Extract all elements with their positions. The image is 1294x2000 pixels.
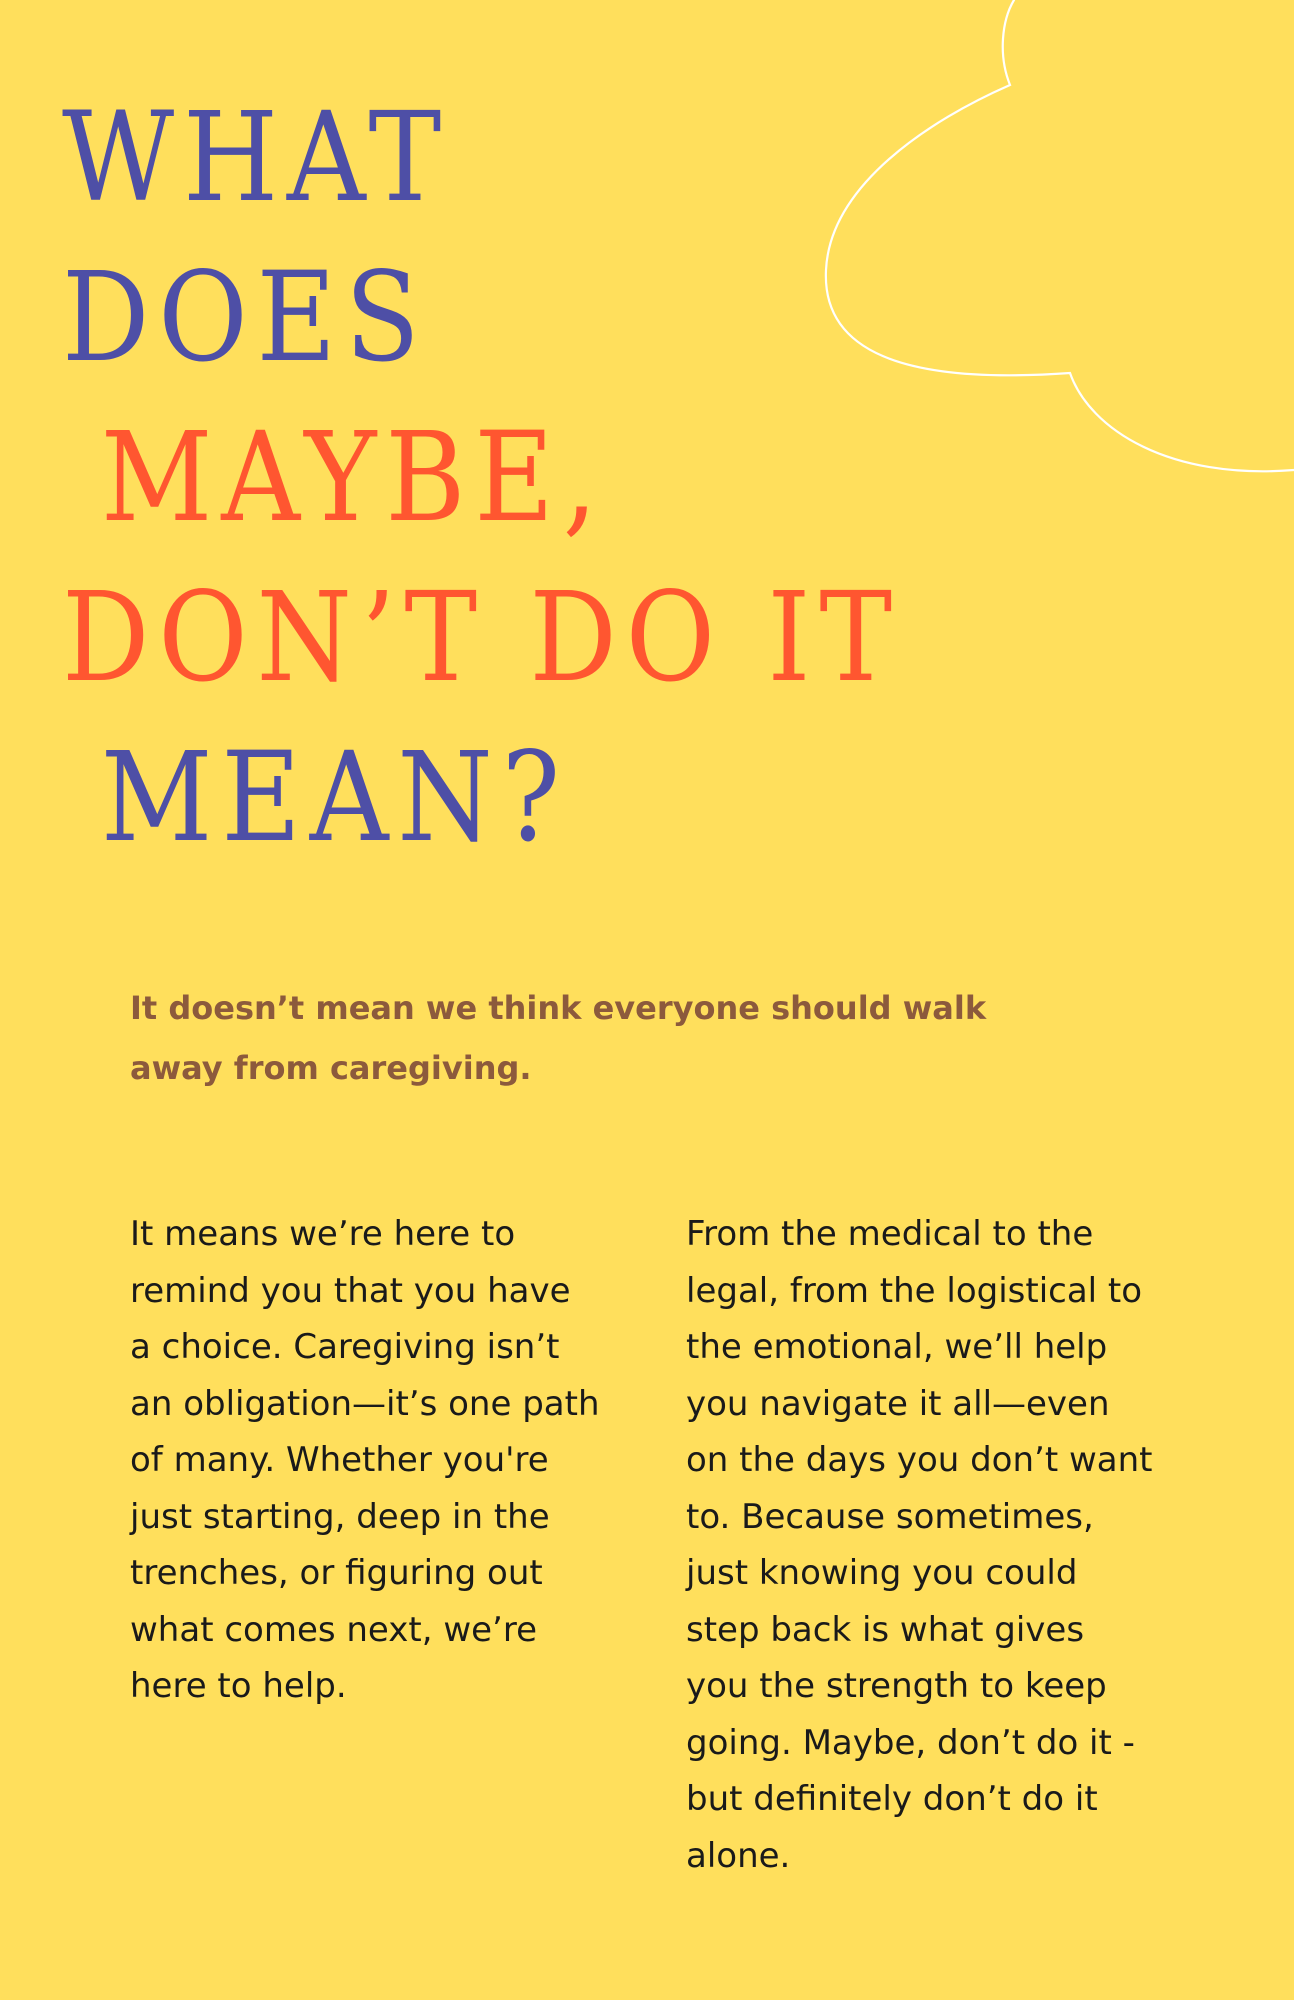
body-column-right: From the medical to the legal, from the logistical to the emotional, we’ll help you navigate it all—even on the days you don’t want to. Because sometimes, just knowing you could step back is what gives you the strength to keep going. Maybe, don’t do it - but definitely don’t do it alone.	[686, 1214, 1153, 1876]
lede-text: It doesn’t mean we think everyone should walk away from caregiving.	[130, 989, 987, 1087]
headline-line-dont-do-it: DON’T DO IT	[62, 566, 901, 710]
headline-line-what: WHAT	[62, 86, 451, 230]
headline-line-maybe: MAYBE,	[100, 406, 607, 550]
headline	[62, 78, 1162, 878]
headline-line-does: DOES	[62, 246, 429, 390]
headline-line-mean: MEAN?	[100, 726, 569, 870]
body-column-left: It means we’re here to remind you that you have a choice. Caregiving isn’t an obligation—it’s one path of many. Whether you're just starting, deep in the trenches, or figuring out what comes next, we’re here to help.	[130, 1214, 600, 1706]
